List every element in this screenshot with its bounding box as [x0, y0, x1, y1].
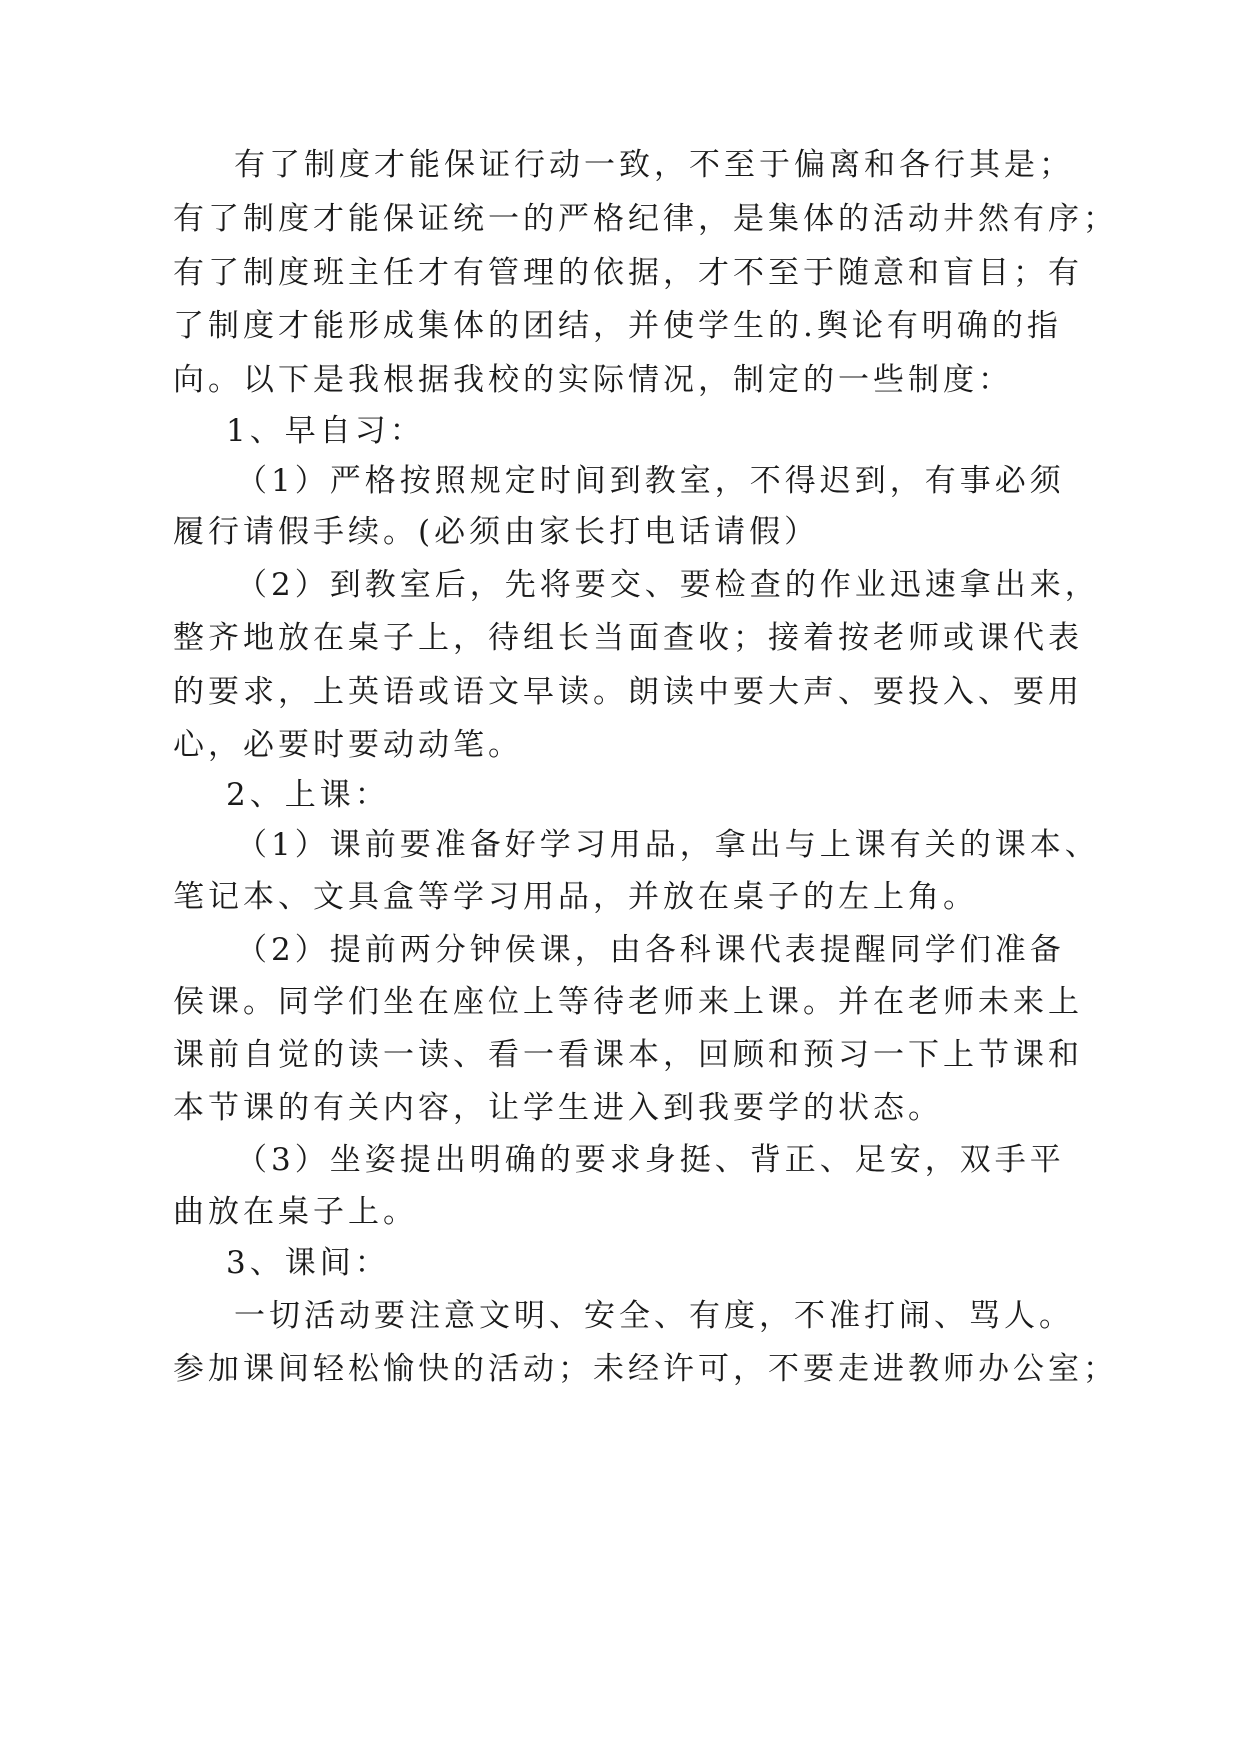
text-line: 参加课间轻松愉快的活动；未经许可，不要走进教师办公室；: [173, 1351, 1118, 1387]
text-line: 向。以下是我根据我校的实际情况，制定的一些制度：: [173, 362, 1013, 398]
text-line: 一切活动要注意文明、安全、有度，不准打闹、骂人。: [234, 1298, 1074, 1334]
text-line: 课前自觉的读一读、看一看课本，回顾和预习一下上节课和: [173, 1037, 1083, 1073]
text-line: 有了制度才能保证统一的严格纪律，是集体的活动井然有序；: [173, 201, 1118, 237]
section-heading: 3、课间：: [226, 1245, 390, 1281]
text-line: 有了制度才能保证行动一致，不至于偏离和各行其是；: [234, 147, 1074, 183]
text-line: 整齐地放在桌子上，待组长当面查收；接着按老师或课代表: [173, 620, 1083, 656]
text-line: （3）坐姿提出明确的要求身挺、背正、足安，双手平: [236, 1142, 1065, 1178]
section-heading: 2、上课：: [226, 777, 390, 813]
text-line: 曲放在桌子上。: [173, 1194, 418, 1230]
text-line: 了制度才能形成集体的团结，并使学生的.舆论有明确的指: [173, 308, 1062, 344]
text-line: 本节课的有关内容，让学生进入到我要学的状态。: [173, 1090, 943, 1126]
text-line: 有了制度班主任才有管理的依据，才不至于随意和盲目；有: [173, 255, 1083, 291]
text-line: （1）严格按照规定时间到教室，不得迟到，有事必须: [236, 463, 1065, 499]
text-line: （2）提前两分钟侯课，由各科课代表提醒同学们准备: [236, 932, 1065, 968]
text-line: 笔记本、文具盒等学习用品，并放在桌子的左上角。: [173, 879, 978, 915]
text-line: （2）到教室后，先将要交、要检查的作业迅速拿出来，: [236, 567, 1100, 603]
text-line: 的要求，上英语或语文早读。朗读中要大声、要投入、要用: [173, 674, 1083, 710]
text-line: 侯课。同学们坐在座位上等待老师来上课。并在老师未来上: [173, 984, 1083, 1020]
section-heading: 1、早自习：: [226, 413, 425, 449]
text-line: （1）课前要准备好学习用品，拿出与上课有关的课本、: [236, 827, 1100, 863]
text-line: 心，必要时要动动笔。: [173, 727, 523, 763]
text-line: 履行请假手续。(必须由家长打电话请假）: [173, 514, 820, 550]
